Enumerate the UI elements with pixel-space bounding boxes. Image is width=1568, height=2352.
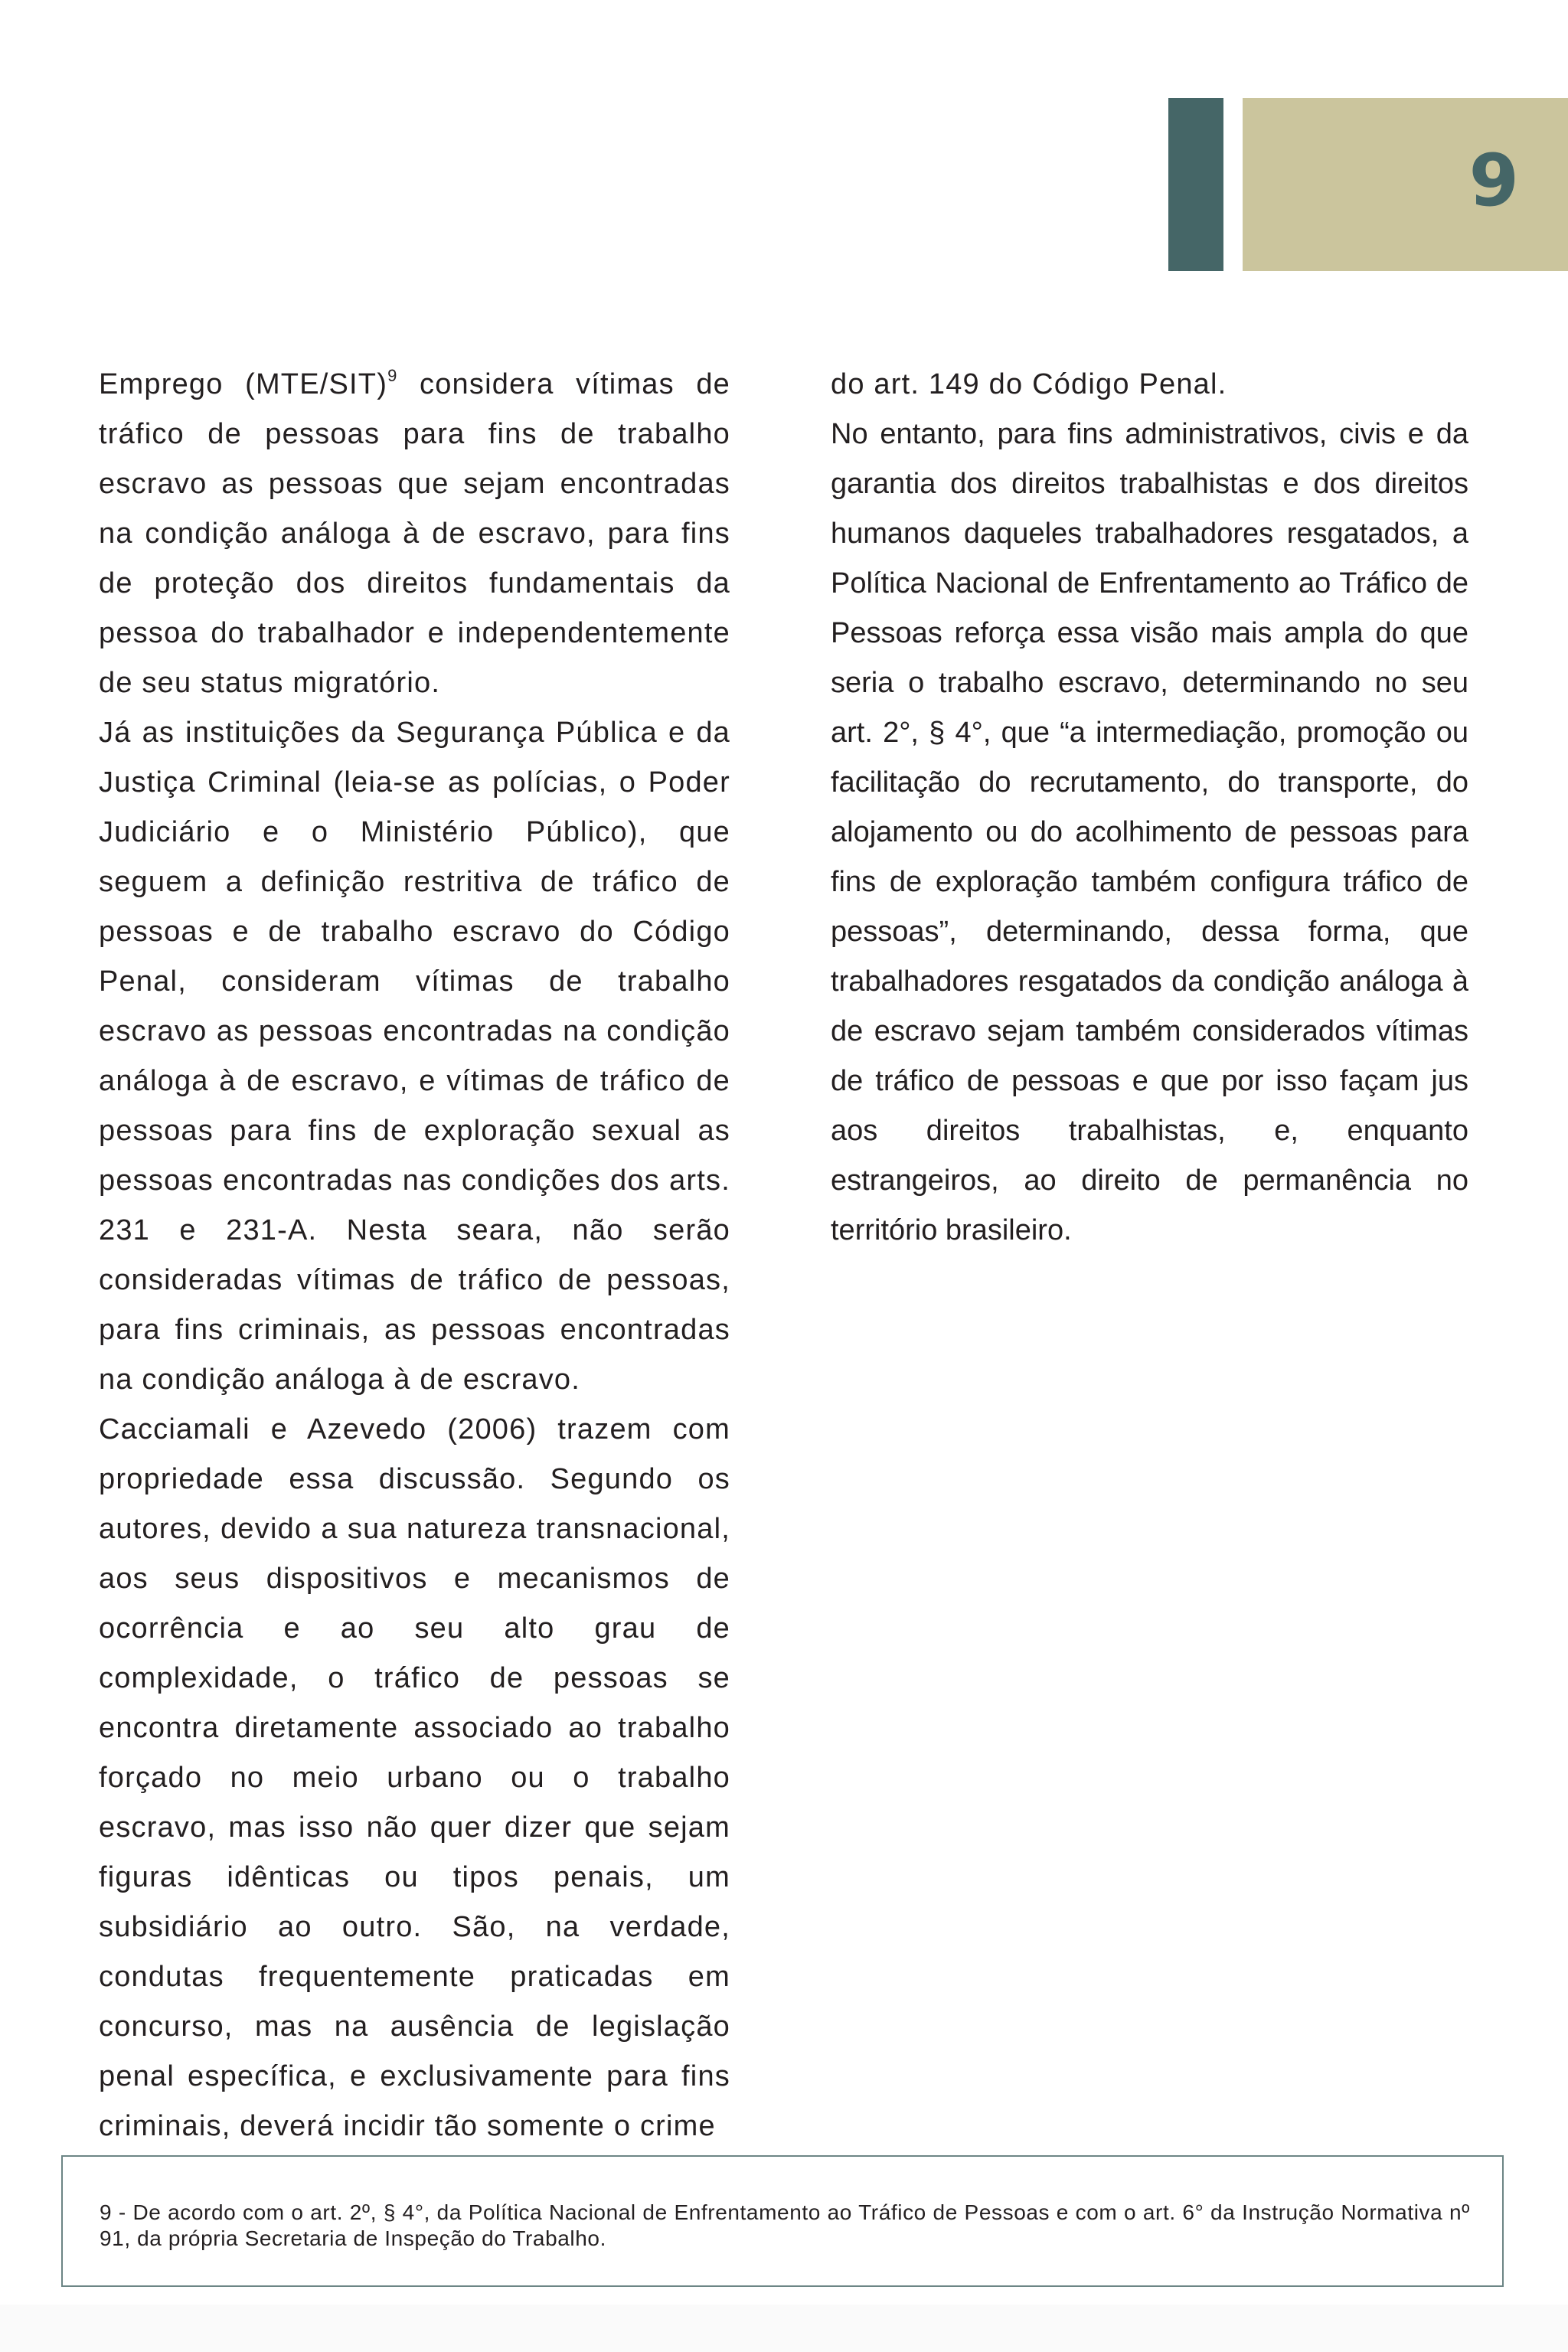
footnote-box (61, 2155, 1504, 2287)
header-accent-bar-light (1243, 98, 1568, 271)
right-paragraph-2: No entanto, para fins administrativos, civis e da garantia dos direitos trabalhistas e dos direitos humanos daqueles trabalhadores resgatados, a Política Nacional de Enfrentamento ao Tráfico de Pessoas reforça essa visão mais ampla do que seria o trabalho escravo, determinando no seu art. 2°, § 4°, que “a intermediação, promoção ou facilitação do recrutamento, do transporte, do alojamento ou do acolhimento de pessoas para fins de exploração também configura tráfico de pessoas”, determinando, dessa forma, que trabalhadores resgatados da condição análoga à de escravo sejam também considerados vítimas de tráfico de pessoas e que por isso façam jus aos direitos trabalhistas, e, enquanto estrangeiros, ao direito de permanência no território brasileiro. (831, 418, 1468, 1246)
left-paragraph-1 (99, 360, 730, 708)
paragraph-text: Emprego (MTE/SIT) (99, 368, 388, 400)
paragraph-text: considera vítimas de tráfico de pessoas para fins de trabalho escravo as pessoas que sejam encontradas na condição análoga à de escravo, para fins de proteção dos direitos fundamentais da pessoa do trabalhador e independentemente de seu status migratório. (99, 368, 730, 699)
right-paragraph-1: do art. 149 do Código Penal. (831, 368, 1227, 400)
footnote-reference[interactable]: 9 (387, 366, 398, 385)
right-text-column (831, 360, 1468, 1256)
footnote-text: 9 - De acordo com o art. 2º, § 4°, da Política Nacional de Enfrentamento ao Tráfico de Pessoas e com o art. 6° da Instrução Normativa nº 91, da própria Secretaria de Inspeção do Trabalho. (100, 2200, 1470, 2250)
page-number: 9 (1468, 139, 1519, 223)
left-paragraph-2: Já as instituições da Segurança Pública e da Justiça Criminal (leia-se as polícias, o Poder Judiciário e o Ministério Público), que seguem a definição restritiva de tráfico de pessoas e de trabalho escravo do Código Penal, consideram vítimas de trabalho escravo as pessoas encontradas na condição análoga à de escravo, e vítimas de tráfico de pessoas para fins de exploração sexual as pessoas encontradas nas condições dos arts. 231 e 231-A. Nesta seara, não serão consideradas vítimas de tráfico de pessoas, para fins criminais, as pessoas encontradas na condição análoga à de escravo. (99, 717, 730, 1396)
header-accent-bar-dark (1168, 98, 1223, 271)
page-bottom-band (0, 2305, 1568, 2352)
left-paragraph-3: Cacciamali e Azevedo (2006) trazem com propriedade essa discussão. Segundo os autores, devido a sua natureza transnacional, aos seus dispositivos e mecanismos de ocorrência e ao seu alto grau de complexidade, o tráfico de pessoas se encontra diretamente associado ao trabalho forçado no meio urbano ou o trabalho escravo, mas isso não quer dizer que sejam figuras idênticas ou tipos penais, um subsidiário ao outro. São, na verdade, condutas frequentemente praticadas em concurso, mas na ausência de legislação penal específica, e exclusivamente para fins criminais, deverá incidir tão somente o crime (99, 1413, 730, 2142)
left-text-column (99, 360, 730, 2151)
